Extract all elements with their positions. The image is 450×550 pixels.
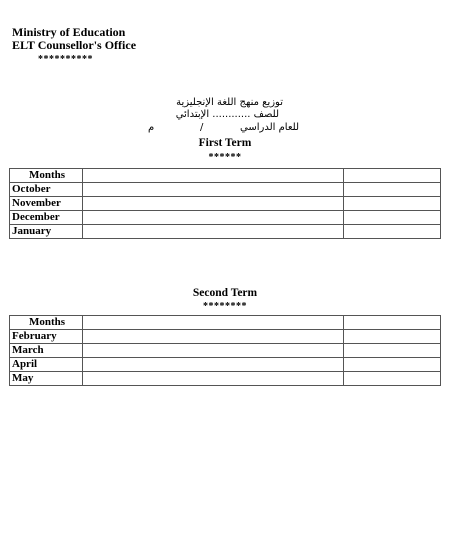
table-row: [10, 225, 441, 239]
months-header: Months: [10, 316, 83, 330]
ministry-title: Ministry of Education: [12, 25, 126, 39]
table-cell: [344, 211, 441, 225]
table-cell: [83, 211, 344, 225]
table-cell: [83, 344, 344, 358]
table-cell: [344, 183, 441, 197]
table-cell: [83, 169, 344, 183]
table-cell: [344, 197, 441, 211]
month-cell: December: [10, 211, 83, 225]
table-cell: [83, 316, 344, 330]
table-cell: [344, 372, 441, 386]
months-header: Months: [10, 169, 83, 183]
month-cell: February: [10, 330, 83, 344]
arabic-grade-line: للصف ............ الإبتدائي: [175, 109, 279, 120]
arabic-year-label: للعام الدراسي: [240, 122, 299, 133]
month-cell: March: [10, 344, 83, 358]
header-stars: **********: [38, 54, 93, 65]
first-term-stars: ******: [208, 152, 242, 163]
table-row: [10, 358, 441, 372]
table-cell: [83, 372, 344, 386]
table-row: [10, 344, 441, 358]
second-term-table: [9, 315, 441, 386]
table-cell: [83, 225, 344, 239]
month-cell: April: [10, 358, 83, 372]
table-cell: [83, 330, 344, 344]
table-header-row: [10, 169, 441, 183]
table-cell: [83, 197, 344, 211]
arabic-title-line: توزيع منهج اللغة الإنجليزية: [176, 97, 283, 108]
table-row: [10, 183, 441, 197]
table-row: [10, 372, 441, 386]
month-cell: October: [10, 183, 83, 197]
table-cell: [344, 169, 441, 183]
second-term-title: Second Term: [192, 287, 258, 299]
table-row: [10, 197, 441, 211]
table-cell: [344, 330, 441, 344]
office-title: ELT Counsellor's Office: [12, 38, 137, 52]
month-cell: May: [10, 372, 83, 386]
table-cell: [83, 183, 344, 197]
arabic-year-slash: /: [200, 122, 204, 133]
table-row: [10, 330, 441, 344]
table-row: [10, 211, 441, 225]
first-term-table: [9, 168, 441, 239]
table-cell: [344, 225, 441, 239]
month-cell: November: [10, 197, 83, 211]
table-header-row: [10, 316, 441, 330]
second-term-stars: ********: [203, 301, 247, 312]
first-term-title: First Term: [198, 137, 252, 149]
arabic-year-m: م: [148, 122, 155, 133]
table-cell: [344, 344, 441, 358]
table-cell: [344, 316, 441, 330]
table-cell: [344, 358, 441, 372]
month-cell: January: [10, 225, 83, 239]
table-cell: [83, 358, 344, 372]
